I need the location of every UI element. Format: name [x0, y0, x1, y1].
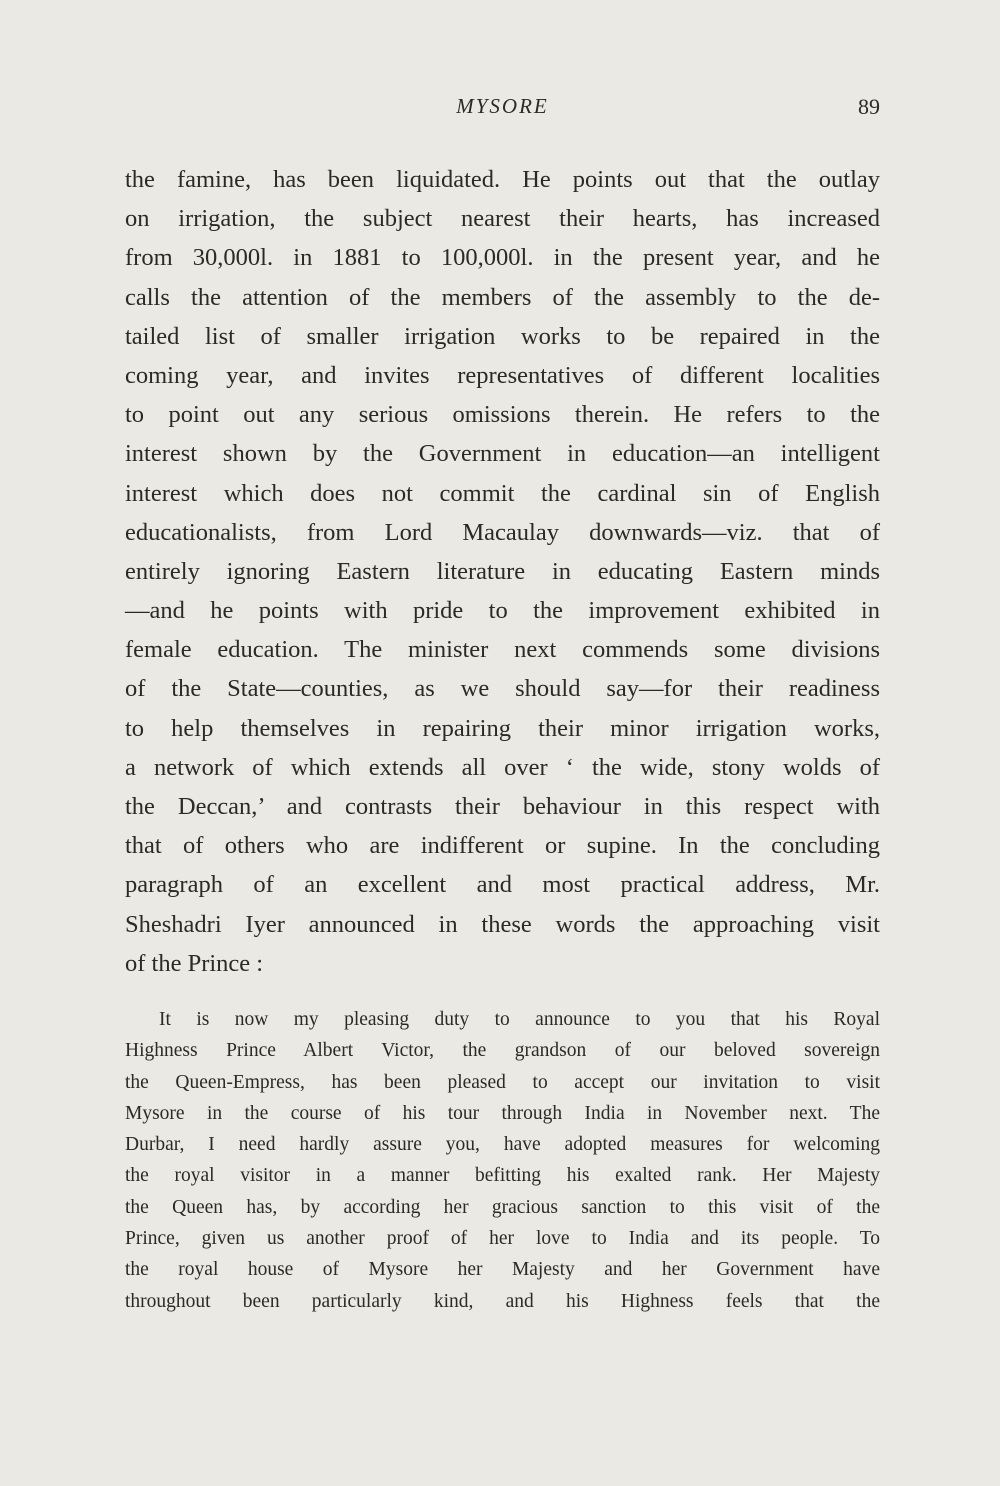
quote-line: the Queen-Empress, has been pleased to accept our invitation to visit	[125, 1071, 880, 1093]
text-line: paragraph of an excellent and most practical address, Mr.	[125, 871, 880, 899]
text-line: entirely ignoring Eastern literature in educating Eastern minds	[125, 557, 880, 585]
quote-line: It is now my pleasing duty to announce to you that his Royal	[159, 1009, 880, 1030]
text-line: of the State—counties, as we should say—for their readiness	[125, 675, 880, 703]
page-number: 89	[858, 94, 880, 119]
text-line: the famine, has been liquidated. He points out that the outlay	[125, 166, 880, 193]
body-paragraph	[125, 160, 880, 983]
text-line: of the Prince :	[125, 949, 264, 977]
quote-line: Durbar, I need hardly assure you, have adopted measures for welcoming	[125, 1134, 880, 1156]
text-line: to help themselves in repairing their minor irrigation works,	[125, 714, 880, 742]
text-line: tailed list of smaller irrigation works to be repaired in the	[125, 322, 880, 350]
text-line: —and he points with pride to the improvement exhibited in	[125, 597, 880, 625]
quote-line: Mysore in the course of his tour through India in November next. The	[125, 1102, 880, 1124]
text-line: female education. The minister next commends some divisions	[125, 636, 880, 664]
text-line: the Deccan,’ and contrasts their behaviour in this respect with	[125, 793, 880, 820]
quote-line: the royal house of Mysore her Majesty and her Government have	[125, 1259, 880, 1281]
quote-line: the Queen has, by according her gracious sanction to this visit of the	[125, 1196, 880, 1218]
text-line: Sheshadri Iyer announced in these words the approaching visit	[125, 910, 880, 938]
text-line: that of others who are indifferent or supine. In the concluding	[125, 832, 880, 860]
quote-line: the royal visitor in a manner befitting his exalted rank. Her Majesty	[125, 1165, 880, 1187]
quote-line: throughout been particularly kind, and his Highness feels that the	[125, 1290, 880, 1312]
quote-line: Prince, given us another proof of her love to India and its people. To	[125, 1228, 880, 1250]
text-line: calls the attention of the members of the assembly to the de-	[125, 283, 880, 311]
running-title: MYSORE	[456, 94, 549, 118]
text-line: to point out any serious omissions therein. He refers to the	[125, 401, 880, 429]
text-line: from 30,000l. in 1881 to 100,000l. in the present year, and he	[125, 244, 880, 272]
text-line: on irrigation, the subject nearest their hearts, has increased	[125, 205, 880, 233]
text-line: a network of which extends all over ‘ the wide, stony wolds of	[125, 753, 880, 781]
running-head	[125, 94, 880, 124]
text-line: interest which does not commit the cardinal sin of English	[125, 479, 880, 507]
text-line: interest shown by the Government in education—an intelligent	[125, 440, 880, 468]
quote-line: Highness Prince Albert Victor, the grandson of our beloved sovereign	[125, 1040, 880, 1062]
block-quote	[125, 1004, 880, 1317]
text-line: coming year, and invites representatives of different localities	[125, 361, 880, 389]
text-line: educationalists, from Lord Macaulay downwards—viz. that of	[125, 518, 880, 546]
